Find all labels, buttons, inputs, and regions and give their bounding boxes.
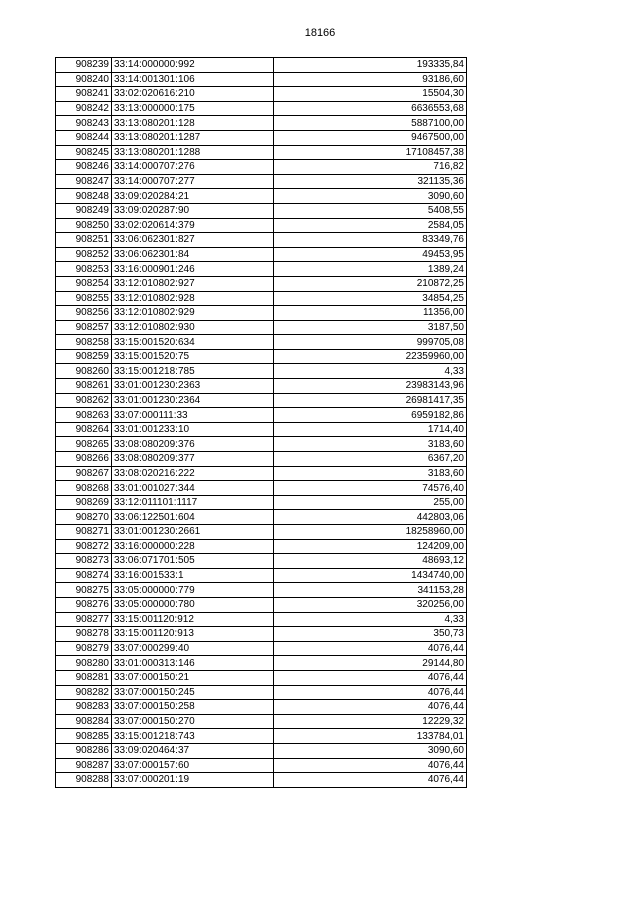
row-id-cell: 908261 [56, 379, 112, 394]
table-row [56, 247, 467, 262]
cadastral-number-cell: 33:15:001218:743 [112, 729, 274, 744]
value-cell: 15504,30 [274, 87, 467, 102]
row-id-cell: 908272 [56, 539, 112, 554]
value-cell: 48693,12 [274, 554, 467, 569]
data-table [55, 57, 467, 788]
row-id-cell: 908239 [56, 58, 112, 73]
value-cell: 6636553,68 [274, 101, 467, 116]
value-cell: 193335,84 [274, 58, 467, 73]
cadastral-number-cell: 33:14:000707:276 [112, 160, 274, 175]
cadastral-number-cell: 33:01:001230:2364 [112, 393, 274, 408]
table-row [56, 437, 467, 452]
cadastral-number-cell: 33:01:001230:2363 [112, 379, 274, 394]
row-id-cell: 908244 [56, 130, 112, 145]
value-cell: 1389,24 [274, 262, 467, 277]
value-cell: 999705,08 [274, 335, 467, 350]
row-id-cell: 908278 [56, 627, 112, 642]
row-id-cell: 908247 [56, 174, 112, 189]
table-row [56, 466, 467, 481]
value-cell: 23983143,96 [274, 379, 467, 394]
row-id-cell: 908245 [56, 145, 112, 160]
cadastral-number-cell: 33:09:020287:90 [112, 203, 274, 218]
row-id-cell: 908275 [56, 583, 112, 598]
value-cell: 6959182,86 [274, 408, 467, 423]
cadastral-number-cell: 33:16:000901:246 [112, 262, 274, 277]
cadastral-number-cell: 33:13:000000:175 [112, 101, 274, 116]
row-id-cell: 908258 [56, 335, 112, 350]
value-cell: 4076,44 [274, 773, 467, 788]
table-row [56, 422, 467, 437]
cadastral-number-cell: 33:01:001230:2661 [112, 525, 274, 540]
cadastral-number-cell: 33:12:010802:930 [112, 320, 274, 335]
table-row [56, 393, 467, 408]
row-id-cell: 908267 [56, 466, 112, 481]
table-row [56, 670, 467, 685]
table-row [56, 525, 467, 540]
row-id-cell: 908240 [56, 72, 112, 87]
row-id-cell: 908277 [56, 612, 112, 627]
table-row [56, 554, 467, 569]
cadastral-number-cell: 33:07:000150:270 [112, 714, 274, 729]
table-row [56, 656, 467, 671]
cadastral-number-cell: 33:12:011101:1117 [112, 495, 274, 510]
value-cell: 26981417,35 [274, 393, 467, 408]
row-id-cell: 908279 [56, 641, 112, 656]
row-id-cell: 908268 [56, 481, 112, 496]
table-row [56, 568, 467, 583]
cadastral-number-cell: 33:07:000150:21 [112, 670, 274, 685]
value-cell: 321135,36 [274, 174, 467, 189]
row-id-cell: 908265 [56, 437, 112, 452]
row-id-cell: 908270 [56, 510, 112, 525]
row-id-cell: 908250 [56, 218, 112, 233]
row-id-cell: 908263 [56, 408, 112, 423]
row-id-cell: 908280 [56, 656, 112, 671]
table-row [56, 539, 467, 554]
cadastral-number-cell: 33:01:000313:146 [112, 656, 274, 671]
table-row [56, 218, 467, 233]
table-row [56, 145, 467, 160]
row-id-cell: 908269 [56, 495, 112, 510]
row-id-cell: 908257 [56, 320, 112, 335]
row-id-cell: 908241 [56, 87, 112, 102]
row-id-cell: 908276 [56, 597, 112, 612]
value-cell: 4076,44 [274, 700, 467, 715]
table-row [56, 160, 467, 175]
row-id-cell: 908288 [56, 773, 112, 788]
row-id-cell: 908264 [56, 422, 112, 437]
row-id-cell: 908254 [56, 276, 112, 291]
row-id-cell: 908246 [56, 160, 112, 175]
table-row [56, 481, 467, 496]
table-row [56, 335, 467, 350]
value-cell: 255,00 [274, 495, 467, 510]
table-row [56, 495, 467, 510]
row-id-cell: 908271 [56, 525, 112, 540]
cadastral-number-cell: 33:07:000150:245 [112, 685, 274, 700]
cadastral-number-cell: 33:07:000150:258 [112, 700, 274, 715]
table-row [56, 641, 467, 656]
value-cell: 34854,25 [274, 291, 467, 306]
table-row [56, 583, 467, 598]
value-cell: 442803,06 [274, 510, 467, 525]
table-row [56, 58, 467, 73]
value-cell: 3187,50 [274, 320, 467, 335]
table-row [56, 452, 467, 467]
cadastral-number-cell: 33:01:001027:344 [112, 481, 274, 496]
cadastral-number-cell: 33:06:122501:604 [112, 510, 274, 525]
value-cell: 133784,01 [274, 729, 467, 744]
row-id-cell: 908248 [56, 189, 112, 204]
value-cell: 320256,00 [274, 597, 467, 612]
table-row [56, 743, 467, 758]
cadastral-number-cell: 33:13:080201:1287 [112, 130, 274, 145]
row-id-cell: 908243 [56, 116, 112, 131]
value-cell: 17108457,38 [274, 145, 467, 160]
table-row [56, 320, 467, 335]
table-row [56, 174, 467, 189]
value-cell: 124209,00 [274, 539, 467, 554]
table-row [56, 379, 467, 394]
table-row [56, 408, 467, 423]
table-row [56, 510, 467, 525]
row-id-cell: 908256 [56, 306, 112, 321]
cadastral-number-cell: 33:06:062301:827 [112, 233, 274, 248]
value-cell: 210872,25 [274, 276, 467, 291]
table-row [56, 685, 467, 700]
row-id-cell: 908284 [56, 714, 112, 729]
row-id-cell: 908242 [56, 101, 112, 116]
table-row [56, 130, 467, 145]
value-cell: 22359960,00 [274, 349, 467, 364]
value-cell: 3183,60 [274, 466, 467, 481]
table-row [56, 349, 467, 364]
row-id-cell: 908287 [56, 758, 112, 773]
row-id-cell: 908281 [56, 670, 112, 685]
table-row [56, 700, 467, 715]
value-cell: 4076,44 [274, 670, 467, 685]
table-row [56, 116, 467, 131]
cadastral-number-cell: 33:07:000299:40 [112, 641, 274, 656]
table-row [56, 714, 467, 729]
cadastral-number-cell: 33:14:000707:277 [112, 174, 274, 189]
table-row [56, 612, 467, 627]
row-id-cell: 908273 [56, 554, 112, 569]
table-row [56, 203, 467, 218]
row-id-cell: 908253 [56, 262, 112, 277]
value-cell: 716,82 [274, 160, 467, 175]
value-cell: 4076,44 [274, 641, 467, 656]
cadastral-number-cell: 33:12:010802:929 [112, 306, 274, 321]
cadastral-number-cell: 33:06:062301:84 [112, 247, 274, 262]
cadastral-number-cell: 33:15:001520:634 [112, 335, 274, 350]
value-cell: 4,33 [274, 364, 467, 379]
table-row [56, 101, 467, 116]
value-cell: 4,33 [274, 612, 467, 627]
cadastral-number-cell: 33:15:001120:912 [112, 612, 274, 627]
value-cell: 341153,28 [274, 583, 467, 598]
row-id-cell: 908252 [56, 247, 112, 262]
cadastral-number-cell: 33:02:020614:379 [112, 218, 274, 233]
value-cell: 1434740,00 [274, 568, 467, 583]
cadastral-number-cell: 33:07:000157:60 [112, 758, 274, 773]
table-body [56, 58, 467, 788]
table-row [56, 729, 467, 744]
value-cell: 83349,76 [274, 233, 467, 248]
value-cell: 18258960,00 [274, 525, 467, 540]
row-id-cell: 908266 [56, 452, 112, 467]
cadastral-number-cell: 33:15:001218:785 [112, 364, 274, 379]
cadastral-number-cell: 33:15:001520:75 [112, 349, 274, 364]
cadastral-number-cell: 33:02:020616:210 [112, 87, 274, 102]
cadastral-number-cell: 33:08:080209:376 [112, 437, 274, 452]
row-id-cell: 908285 [56, 729, 112, 744]
cadastral-number-cell: 33:07:000111:33 [112, 408, 274, 423]
table-row [56, 773, 467, 788]
value-cell: 3090,60 [274, 189, 467, 204]
value-cell: 3090,60 [274, 743, 467, 758]
cadastral-number-cell: 33:13:080201:1288 [112, 145, 274, 160]
cadastral-number-cell: 33:09:020464:37 [112, 743, 274, 758]
cadastral-number-cell: 33:01:001233:10 [112, 422, 274, 437]
cadastral-number-cell: 33:16:000000:228 [112, 539, 274, 554]
table-row [56, 189, 467, 204]
cadastral-number-cell: 33:05:000000:780 [112, 597, 274, 612]
cadastral-number-cell: 33:06:071701:505 [112, 554, 274, 569]
value-cell: 2584,05 [274, 218, 467, 233]
value-cell: 5887100,00 [274, 116, 467, 131]
value-cell: 3183,60 [274, 437, 467, 452]
table-row [56, 306, 467, 321]
value-cell: 11356,00 [274, 306, 467, 321]
table-row [56, 758, 467, 773]
cadastral-number-cell: 33:14:001301:106 [112, 72, 274, 87]
cadastral-number-cell: 33:12:010802:928 [112, 291, 274, 306]
value-cell: 350,73 [274, 627, 467, 642]
row-id-cell: 908262 [56, 393, 112, 408]
cadastral-number-cell: 33:05:000000:779 [112, 583, 274, 598]
value-cell: 5408,55 [274, 203, 467, 218]
page-number: 18166 [304, 27, 336, 39]
value-cell: 1714,40 [274, 422, 467, 437]
cadastral-number-cell: 33:16:001533:1 [112, 568, 274, 583]
table-row [56, 597, 467, 612]
value-cell: 9467500,00 [274, 130, 467, 145]
row-id-cell: 908282 [56, 685, 112, 700]
value-cell: 4076,44 [274, 685, 467, 700]
row-id-cell: 908249 [56, 203, 112, 218]
cadastral-number-cell: 33:15:001120:913 [112, 627, 274, 642]
row-id-cell: 908286 [56, 743, 112, 758]
cadastral-number-cell: 33:07:000201:19 [112, 773, 274, 788]
row-id-cell: 908255 [56, 291, 112, 306]
cadastral-number-cell: 33:08:080209:377 [112, 452, 274, 467]
row-id-cell: 908283 [56, 700, 112, 715]
row-id-cell: 908259 [56, 349, 112, 364]
value-cell: 4076,44 [274, 758, 467, 773]
table-row [56, 87, 467, 102]
table-row [56, 72, 467, 87]
table-row [56, 291, 467, 306]
cadastral-number-cell: 33:12:010802:927 [112, 276, 274, 291]
value-cell: 93186,60 [274, 72, 467, 87]
cadastral-number-cell: 33:14:000000:992 [112, 58, 274, 73]
row-id-cell: 908251 [56, 233, 112, 248]
value-cell: 49453,95 [274, 247, 467, 262]
value-cell: 6367,20 [274, 452, 467, 467]
table-row [56, 262, 467, 277]
cadastral-number-cell: 33:09:020284:21 [112, 189, 274, 204]
table-row [56, 233, 467, 248]
row-id-cell: 908260 [56, 364, 112, 379]
table-row [56, 364, 467, 379]
cadastral-number-cell: 33:08:020216:222 [112, 466, 274, 481]
row-id-cell: 908274 [56, 568, 112, 583]
table-row [56, 276, 467, 291]
value-cell: 29144,80 [274, 656, 467, 671]
value-cell: 74576,40 [274, 481, 467, 496]
cadastral-number-cell: 33:13:080201:128 [112, 116, 274, 131]
value-cell: 12229,32 [274, 714, 467, 729]
table-row [56, 627, 467, 642]
